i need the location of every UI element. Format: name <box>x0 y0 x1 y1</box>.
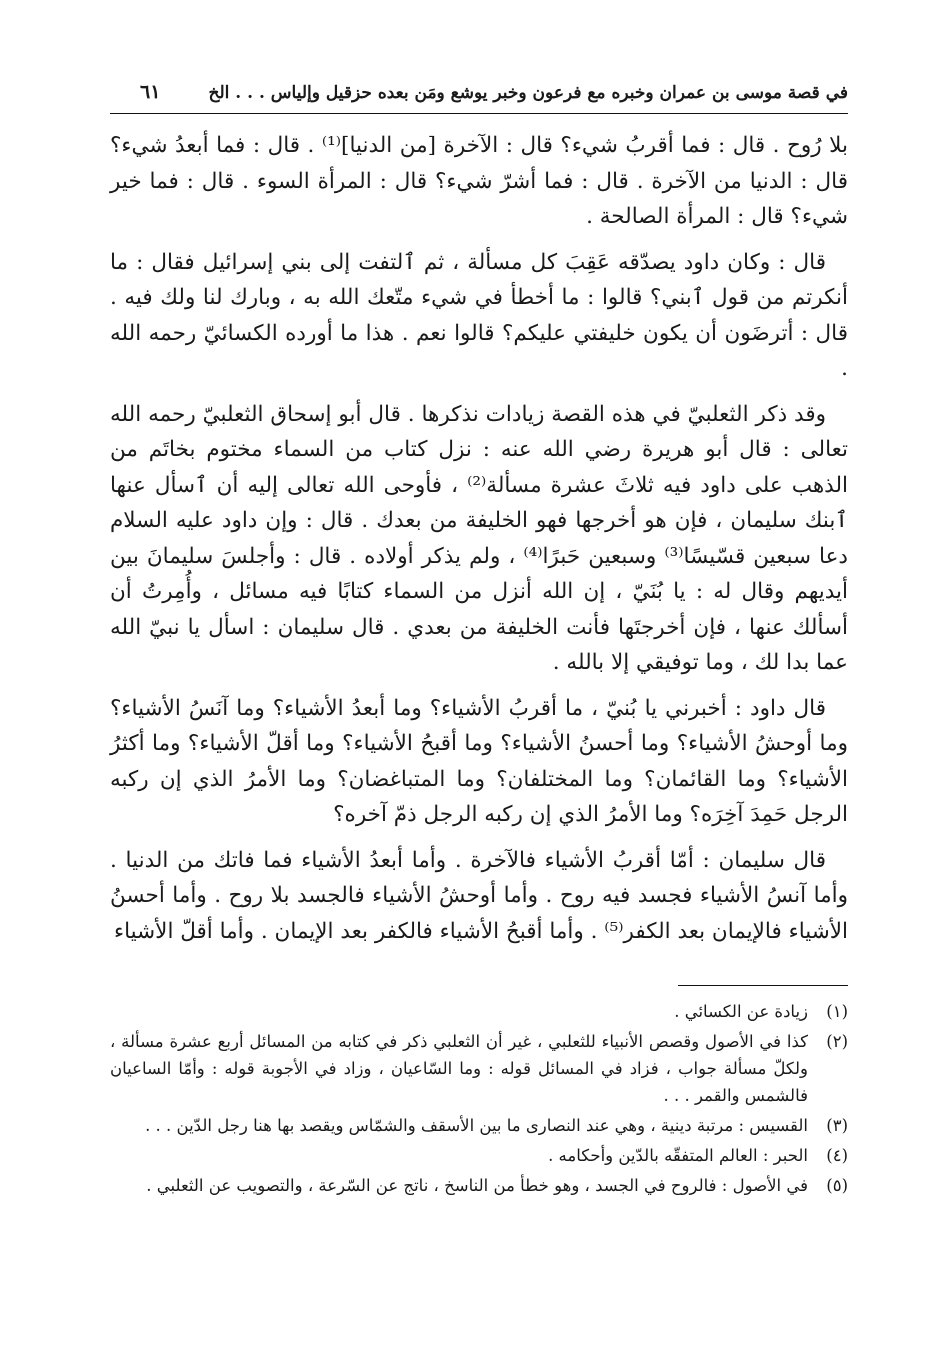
footnote-number: (٥) <box>826 1176 848 1195</box>
footnote <box>110 1142 848 1169</box>
running-header <box>110 78 848 114</box>
footnote-divider <box>678 985 848 986</box>
footnote-text: زيادة عن الكسائي . <box>674 1002 808 1021</box>
book-page <box>110 78 848 1202</box>
footnote-text: الحبر : العالم المتفقّه بالدّين وأحكامه . <box>548 1146 808 1165</box>
footnote <box>110 998 848 1025</box>
main-text <box>110 128 848 949</box>
paragraph: بلا رُوح . قال : فما أقربُ شيء؟ قال : الآخرة [من الدنيا]⁽¹⁾ . قال : فما أبعدُ شيء؟ قال : الدنيا من الآخرة . قال : فما أشرّ شيء؟ قال : المرأة السوء . قال : فما خير شيء؟ قال : المرأة الصالحة . <box>110 133 848 229</box>
paragraph: قال : وكان داود يصدّقه عَقِبَ كل مسألة ، ثم ٱلتفت إلى بني إسرائيل فقال : ما أنكرتم من قول ٱبني؟ قالوا : ما أخطأ في شيء متّعك الله به ، وبارك لنا ولك فيه . قال : أترضَون أن يكون خليفتي عليكم؟ قالوا نعم . هذا ما أورده الكسائيّ رحمه الله . <box>110 249 848 381</box>
footnote <box>110 1172 848 1199</box>
footnote <box>110 1028 848 1109</box>
footnote-number: (٣) <box>826 1116 848 1135</box>
chapter-title: في قصة موسى بن عمران وخبره مع فرعون وخبر يوشع ومَن بعده حزقيل وإلياس . . . الخ <box>208 83 848 103</box>
paragraph: قال سليمان : أمّا أقربُ الأشياء فالآخرة . وأما أبعدُ الأشياء فما فاتك من الدنيا . وأما آنسُ الأشياء فجسد فيه روح . وأما أوحشُ الأشياء فالجسد بلا روح . وأما أحسنُ الأشياء فالإيمان بعد الكفر⁽⁵⁾ . وأما أقبحُ الأشياء فالكفر بعد الإيمان . وأما أقلّ الأشياء <box>110 847 848 944</box>
footnote-text: القسيس : مرتبة دينية ، وهي عند النصارى ما بين الأسقف والشمّاس ويقصد بها هنا رجل الدّين . . . <box>145 1116 808 1135</box>
footnote-number: (٢) <box>826 1032 848 1051</box>
footnote-number: (١) <box>826 1002 848 1021</box>
page-number: ٦١ <box>140 81 161 103</box>
paragraph: وقد ذكر الثعلبيّ في هذه القصة زيادات نذكرها . قال أبو إسحاق الثعلبيّ رحمه الله تعالى : قال أبو هريرة رضي الله عنه : نزل كتاب من السماء مختوم بخاتَم من الذهب على داود فيه ثلاثَ عشرة مسألة⁽²⁾ ، فأوحى الله تعالى إليه أن ٱسأل عنها ٱبنك سليمان ، فإن هو أخرجها فهو الخليفة من بعدك . قال : وإن داود عليه السلام دعا سبعين قسّيسًا⁽³⁾ وسبعين حَبرًا⁽⁴⁾ ، ولم يذكر أولاده . قال : وأجلسَ سليمانَ بين أيديهم وقال له : يا بُنَيّ ، إن الله أنزل من السماء كتابًا فيه مسائل ، وأُمِرتُ أن أسألك عنها ، فإن أخرجتَها فأنت الخليفة من بعدي . قال سليمان : اسأل يا نبيّ الله عما بدا لك ، وما توفيقي إلا بالله . <box>110 401 848 675</box>
footnote <box>110 1112 848 1139</box>
footnote-number: (٤) <box>826 1146 848 1165</box>
footnote-text: كذا في الأصول وقصص الأنبياء للثعلبي ، غير أن الثعلبي ذكر في كتابه من المسائل أربع عشرة مسألة ، ولكلّ مسألة جواب ، فزاد في المسائل قوله : وما السّاعيان ، وزاد في الأجوبة قوله : وأمّا الساعيان فالشمس والقمر . . . <box>110 1032 808 1105</box>
footnotes <box>110 998 848 1199</box>
paragraph: قال داود : أخبرني يا بُنيّ ، ما أقربُ الأشياء؟ وما أبعدُ الأشياء؟ وما آنَسُ الأشياء؟ وما أوحشُ الأشياء؟ وما أحسنُ الأشياء؟ وما أقبحُ الأشياء؟ وما أقلّ الأشياء؟ وما أكثرُ الأشياء؟ وما القائمان؟ وما المختلفان؟ وما المتباغضان؟ وما الأمرُ الذي إن ركبه الرجل حَمِدَ آخِرَه؟ وما الأمرُ الذي إن ركبه الرجل ذمّ آخره؟ <box>110 695 848 827</box>
footnote-text: في الأصول : فالروح في الجسد ، وهو خطأ من الناسخ ، ناتج عن السّرعة ، والتصويب عن الثعلبي . <box>146 1176 808 1195</box>
